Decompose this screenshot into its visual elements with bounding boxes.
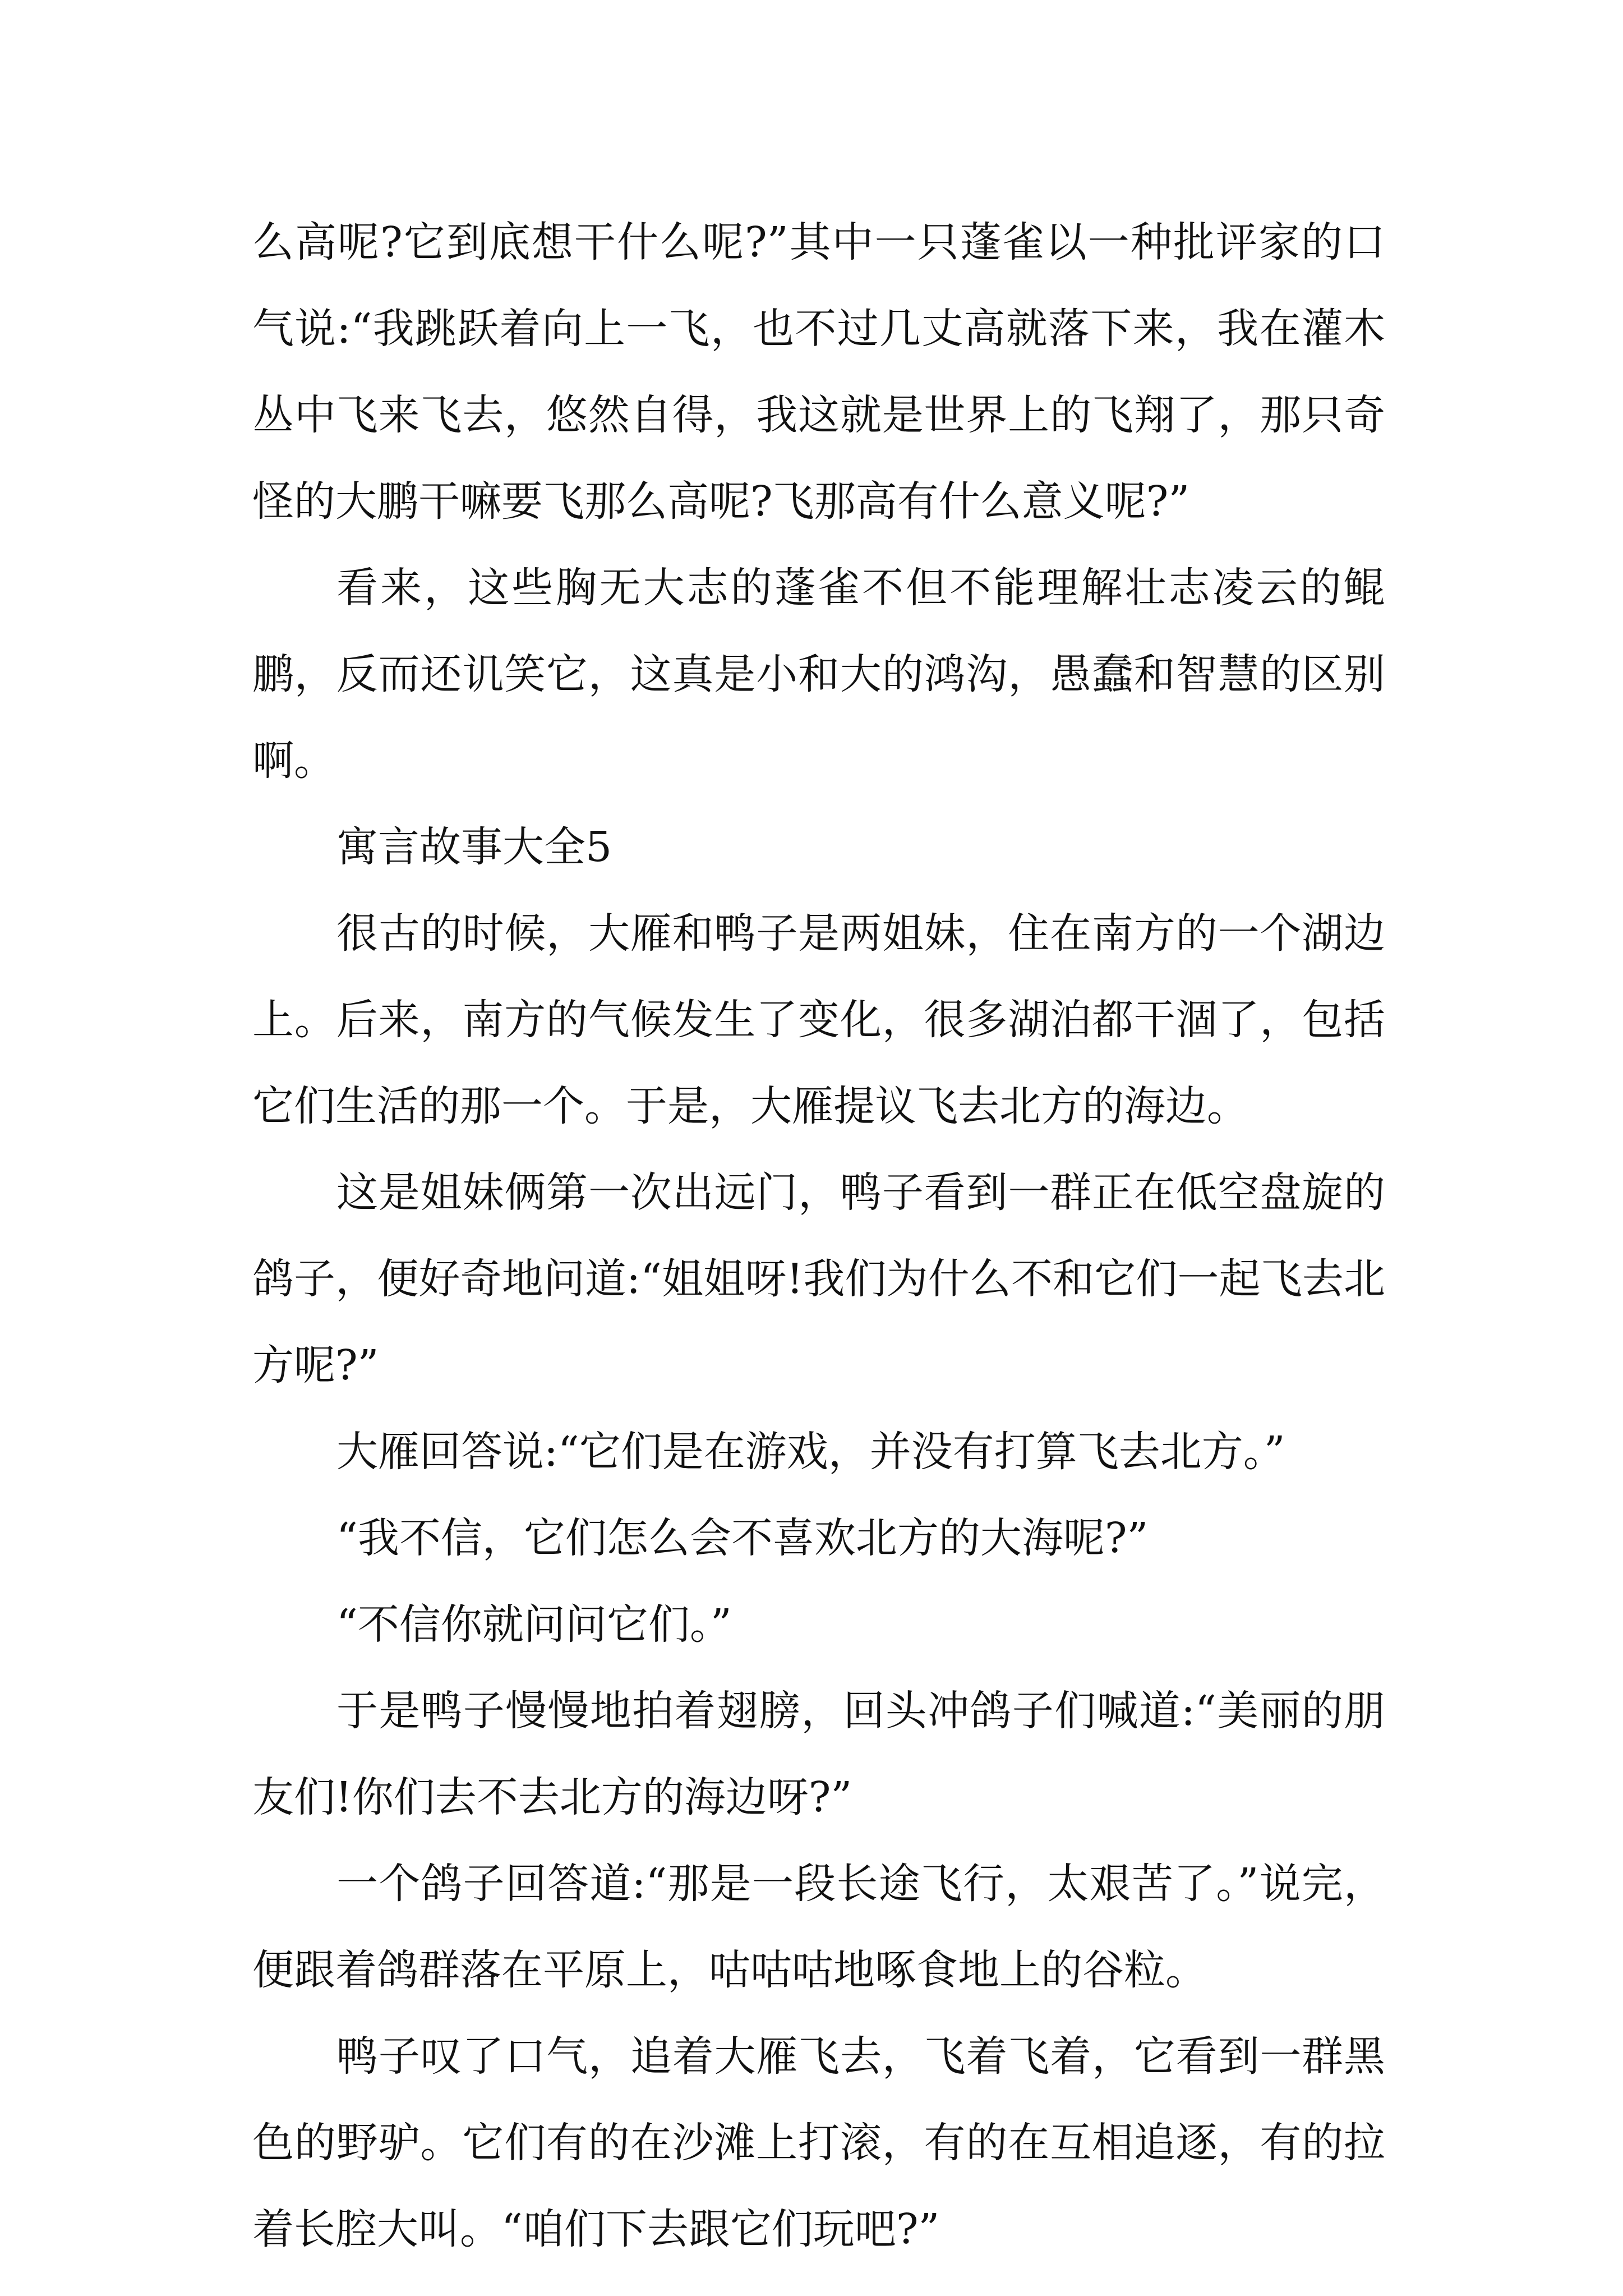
- paragraph: 于是鸭子慢慢地拍着翅膀，回头冲鸽子们喊道:“美丽的朋友们!你们去不去北方的海边呀?”: [252, 1687, 1385, 1821]
- section-heading: 寓言故事大全5: [336, 823, 612, 871]
- paragraph-continuation: 么高呢?它到底想干什么呢?”其中一只蓬雀以一种批评家的口气说:“我跳跃着向上一飞，也不过几丈高就落下来，我在灌木丛中飞来飞去，悠然自得，我这就是世界上的飞翔了，那只奇怪的大鹏干嘛要飞那么高呢?飞那高有什么意义呢?”: [252, 218, 1385, 526]
- paragraph: 这是姐妹俩第一次出远门，鸭子看到一群正在低空盘旋的鸽子，便好奇地问道:“姐姐呀!我们为什么不和它们一起飞去北方呢?”: [252, 1168, 1385, 1389]
- paragraph: 一个鸽子回答道:“那是一段长途飞行，太艰苦了。”说完，便跟着鸽群落在平原上，咕咕咕地啄食地上的谷粒。: [252, 1860, 1385, 1994]
- body-text: [252, 199, 1385, 2272]
- paragraph: 很古的时候，大雁和鸭子是两姐妹，住在南方的一个湖边上。后来，南方的气候发生了变化，很多湖泊都干涸了，包括它们生活的那一个。于是，大雁提议飞去北方的海边。: [252, 909, 1385, 1130]
- paragraph: “不信你就问问它们。”: [336, 1600, 732, 1649]
- paragraph: 看来，这些胸无大志的蓬雀不但不能理解壮志凌云的鲲鹏，反而还讥笑它，这真是小和大的鸿沟，愚蠢和智慧的区别啊。: [252, 564, 1385, 785]
- paragraph: 鸭子叹了口气，追着大雁飞去，飞着飞着，它看到一群黑色的野驴。它们有的在沙滩上打滚，有的在互相追逐，有的拉着长腔大叫。“咱们下去跟它们玩吧?”: [252, 2032, 1385, 2253]
- paragraph: 大雁回答说:“它们是在游戏，并没有打算飞去北方。”: [336, 1428, 1285, 1476]
- paragraph: “我不信，它们怎么会不喜欢北方的大海呢?”: [336, 1514, 1149, 1562]
